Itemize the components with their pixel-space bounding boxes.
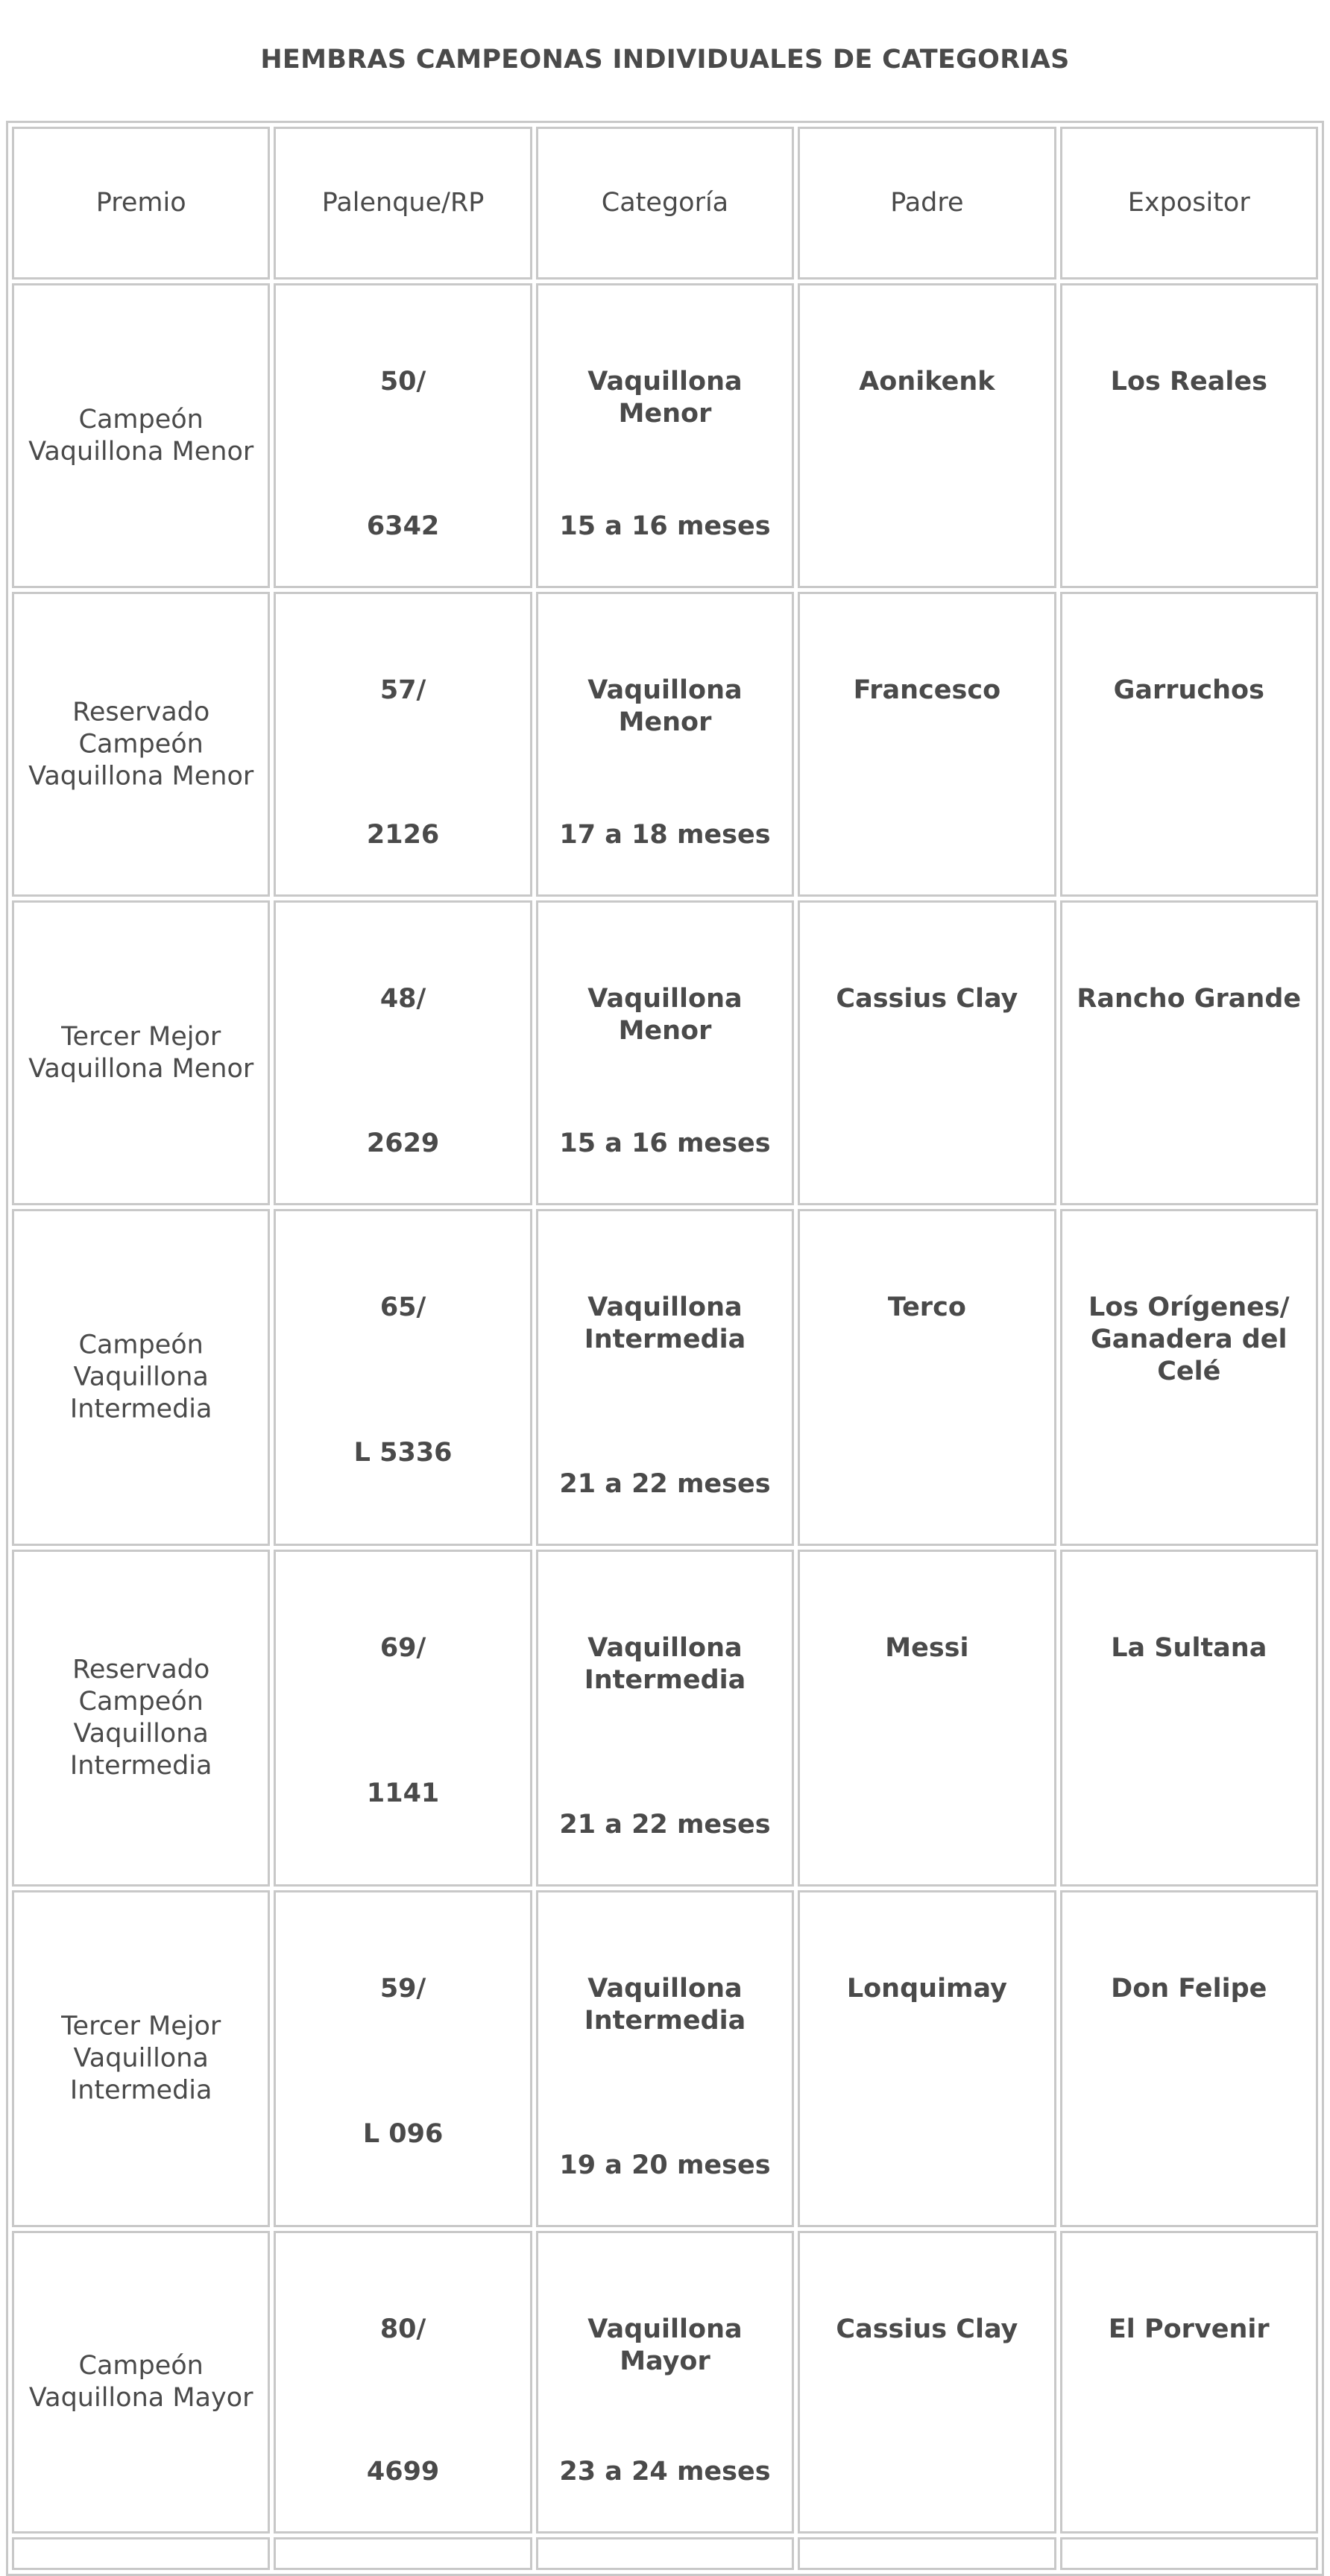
premio-text: Tercer Mejor Vaquillona Menor — [28, 1021, 254, 1084]
table-row — [12, 1890, 1318, 2227]
edad-text: 19 a 20 meses — [559, 2150, 771, 2180]
palenque-text: 59/ — [379, 1974, 426, 2004]
padre-text: Cassius Clay — [836, 2314, 1018, 2344]
table-row — [12, 2231, 1318, 2534]
cell-expositor — [1060, 283, 1318, 588]
cell-padre — [798, 1550, 1056, 1887]
table-row — [12, 283, 1318, 588]
cell-palenque-rp — [274, 1550, 532, 1887]
cell-empty — [1060, 2537, 1318, 2570]
cell-palenque-rp — [274, 592, 532, 897]
categoria-text: Vaquillona Menor — [587, 675, 743, 737]
table-row-partial — [12, 2537, 1318, 2570]
cell-empty — [12, 2537, 270, 2570]
cell-expositor — [1060, 1550, 1318, 1887]
categoria-text: Vaquillona Intermedia — [584, 1974, 746, 2036]
edad-text: 15 a 16 meses — [559, 1128, 771, 1158]
column-header-premio: Premio — [12, 127, 270, 280]
results-table — [6, 121, 1324, 2576]
table-row — [12, 1550, 1318, 1887]
premio-text: Reservado Campeón Vaquillona Intermedia — [69, 1655, 212, 1781]
edad-text: 21 a 22 meses — [559, 1810, 771, 1840]
rp-text: 4699 — [366, 2457, 440, 2487]
cell-empty — [798, 2537, 1056, 2570]
cell-expositor — [1060, 2231, 1318, 2534]
table-row — [12, 900, 1318, 1205]
cell-premio — [12, 900, 270, 1205]
cell-expositor — [1060, 900, 1318, 1205]
cell-palenque-rp — [274, 1209, 532, 1546]
expositor-text: Don Felipe — [1111, 1974, 1267, 2004]
rp-text: L 096 — [362, 2119, 444, 2149]
edad-text: 23 a 24 meses — [559, 2457, 771, 2487]
rp-text: 6342 — [366, 511, 440, 541]
expositor-text: Los Orígenes/ Ganadera del Celé — [1088, 1292, 1290, 1386]
cell-premio — [12, 1890, 270, 2227]
categoria-text: Vaquillona Intermedia — [584, 1292, 746, 1354]
column-header-padre: Padre — [798, 127, 1056, 280]
padre-text: Terco — [887, 1292, 966, 1322]
cell-padre — [798, 900, 1056, 1205]
cell-padre — [798, 2231, 1056, 2534]
rp-text: 2126 — [366, 820, 440, 850]
cell-palenque-rp — [274, 283, 532, 588]
premio-text: Campeón Vaquillona Menor — [28, 404, 254, 467]
page-title: HEMBRAS CAMPEONAS INDIVIDUALES DE CATEGORIAS — [260, 45, 1070, 75]
premio-text: Campeón Vaquillona Intermedia — [69, 1330, 212, 1424]
cell-expositor — [1060, 1890, 1318, 2227]
cell-empty — [274, 2537, 532, 2570]
expositor-text: Rancho Grande — [1077, 984, 1302, 1014]
column-header-expositor: Expositor — [1060, 127, 1318, 280]
cell-expositor — [1060, 592, 1318, 897]
cell-categoria — [536, 1209, 794, 1546]
cell-premio — [12, 1209, 270, 1546]
cell-categoria — [536, 592, 794, 897]
cell-premio — [12, 2231, 270, 2534]
rp-text: L 5336 — [353, 1438, 453, 1468]
padre-text: Messi — [885, 1633, 969, 1663]
expositor-text: Los Reales — [1110, 367, 1267, 397]
palenque-text: 57/ — [379, 675, 426, 705]
rp-text: 2629 — [366, 1128, 440, 1158]
cell-premio — [12, 1550, 270, 1887]
edad-text: 21 a 22 meses — [559, 1469, 771, 1499]
categoria-text: Vaquillona Menor — [587, 367, 743, 429]
cell-expositor — [1060, 1209, 1318, 1546]
cell-categoria — [536, 2231, 794, 2534]
cell-empty — [536, 2537, 794, 2570]
padre-text: Cassius Clay — [836, 984, 1018, 1014]
categoria-text: Vaquillona Menor — [587, 984, 743, 1046]
padre-text: Aonikenk — [859, 367, 995, 397]
padre-text: Francesco — [853, 675, 1001, 705]
cell-categoria — [536, 900, 794, 1205]
table-row — [12, 1209, 1318, 1546]
palenque-text: 65/ — [379, 1292, 426, 1322]
palenque-text: 80/ — [379, 2314, 426, 2344]
categoria-text: Vaquillona Intermedia — [584, 1633, 746, 1695]
cell-palenque-rp — [274, 900, 532, 1205]
expositor-text: El Porvenir — [1108, 2314, 1270, 2344]
categoria-text: Vaquillona Mayor — [587, 2314, 743, 2376]
cell-palenque-rp — [274, 1890, 532, 2227]
premio-text: Campeón Vaquillona Mayor — [28, 2351, 253, 2413]
column-header-palenque-rp: Palenque/RP — [274, 127, 532, 280]
edad-text: 17 a 18 meses — [559, 820, 771, 850]
cell-palenque-rp — [274, 2231, 532, 2534]
table-row — [12, 592, 1318, 897]
edad-text: 15 a 16 meses — [559, 511, 771, 541]
cell-categoria — [536, 283, 794, 588]
expositor-text: Garruchos — [1113, 675, 1264, 705]
premio-text: Tercer Mejor Vaquillona Intermedia — [61, 2011, 221, 2106]
cell-padre — [798, 1890, 1056, 2227]
column-header-categoria: Categoría — [536, 127, 794, 280]
table-header-row — [12, 127, 1318, 280]
expositor-text: La Sultana — [1111, 1633, 1267, 1663]
palenque-text: 48/ — [379, 984, 426, 1014]
cell-padre — [798, 592, 1056, 897]
cell-premio — [12, 283, 270, 588]
cell-categoria — [536, 1550, 794, 1887]
cell-padre — [798, 283, 1056, 588]
cell-padre — [798, 1209, 1056, 1546]
premio-text: Reservado Campeón Vaquillona Menor — [28, 697, 254, 791]
rp-text: 1141 — [366, 1778, 440, 1808]
padre-text: Lonquimay — [846, 1974, 1007, 2004]
cell-categoria — [536, 1890, 794, 2227]
palenque-text: 69/ — [379, 1633, 426, 1663]
cell-premio — [12, 592, 270, 897]
palenque-text: 50/ — [379, 367, 426, 397]
